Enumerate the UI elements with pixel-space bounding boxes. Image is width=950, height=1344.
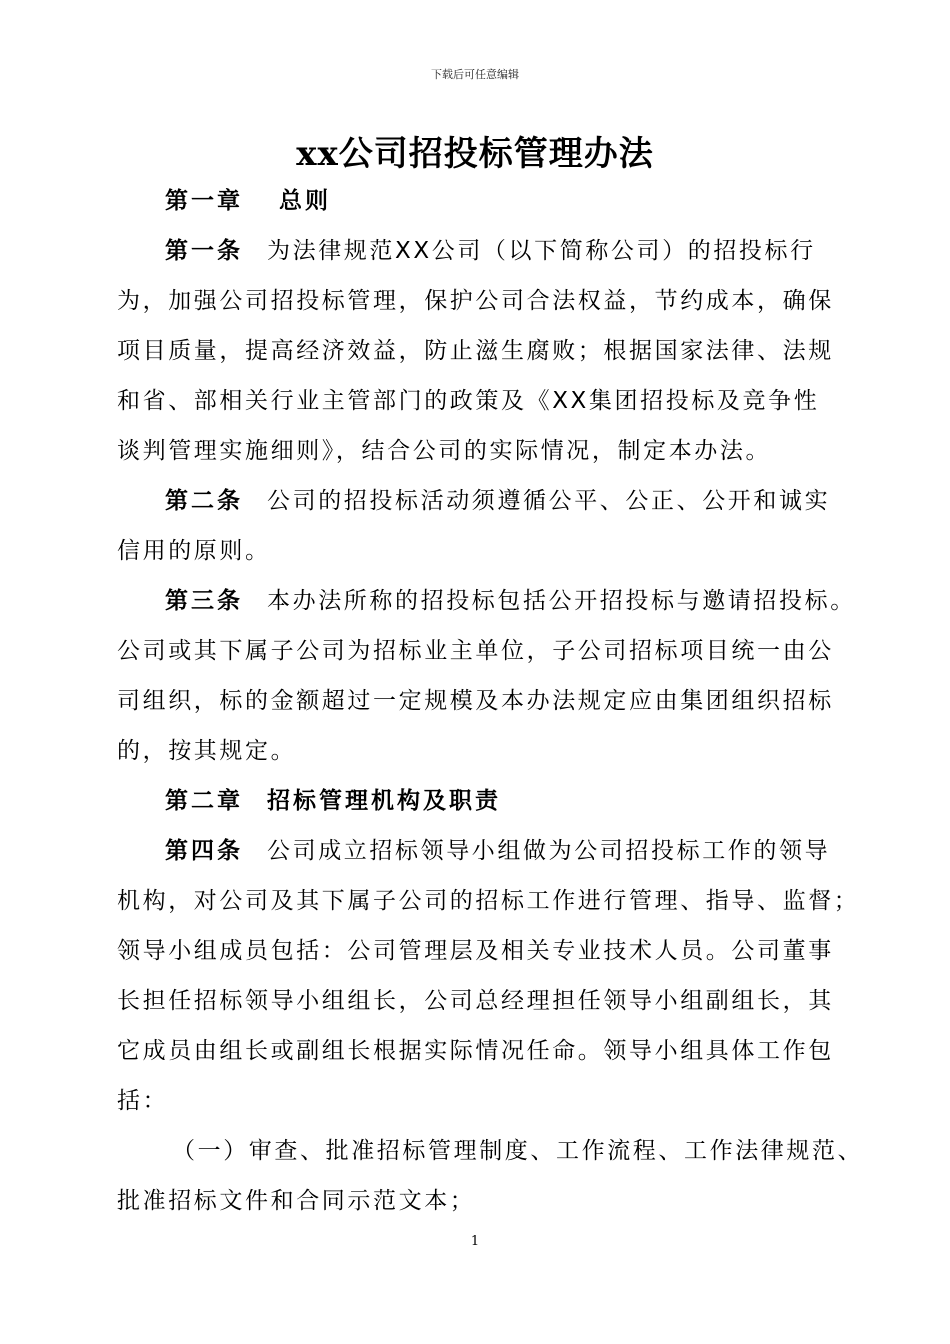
- article-label: 第二条: [165, 488, 243, 514]
- header-note: 下载后可任意编辑: [431, 68, 519, 81]
- article-text: 本办法所称的招投标包括公开招投标与邀请招投标。: [267, 588, 856, 614]
- article-label: 第四条: [165, 838, 243, 864]
- article-line: 和省、部相关行业主管部门的政策及《XX集团招投标及竞争性: [117, 388, 820, 414]
- article-text: 为法律规范XX公司（以下简称公司）的招投标行: [267, 238, 816, 264]
- article-line: [165, 236, 847, 266]
- chapter-label: 第二章: [165, 788, 243, 814]
- article-label: 第三条: [165, 588, 243, 614]
- article-line: 领导小组成员包括：公司管理层及相关专业技术人员。公司董事: [117, 938, 834, 964]
- chapter-heading: [165, 186, 847, 216]
- article-line: 信用的原则。: [117, 538, 271, 564]
- article-text: 公司的招投标活动须遵循公平、公正、公开和诚实: [267, 488, 831, 514]
- article-line: 公司或其下属子公司为招标业主单位，子公司招标项目统一由公: [117, 638, 834, 664]
- chapter-name: 招标管理机构及职责: [267, 788, 501, 814]
- article-text: 公司成立招标领导小组做为公司招投标工作的领导: [267, 838, 831, 864]
- article-line: 为，加强公司招投标管理，保护公司合法权益，节约成本，确保: [117, 288, 834, 314]
- article-line: 司组织，标的金额超过一定规模及本办法规定应由集团组织招标: [117, 688, 834, 714]
- article-line: 谈判管理实施细则》，结合公司的实际情况，制定本办法。: [117, 438, 772, 464]
- article-line: 的，按其规定。: [117, 738, 297, 764]
- list-item-line: （一）审查、批准招标管理制度、工作流程、工作法律规范、: [172, 1138, 864, 1164]
- chapter-name: 总则: [279, 188, 331, 214]
- chapter-heading: [165, 786, 847, 816]
- article-line: 它成员由组长或副组长根据实际情况任命。领导小组具体工作包: [117, 1038, 834, 1064]
- article-line: 机构，对公司及其下属子公司的招标工作进行管理、指导、监督；: [117, 888, 860, 914]
- article-line: 括：: [117, 1088, 169, 1114]
- article-line: [165, 486, 847, 516]
- article-label: 第一条: [165, 238, 243, 264]
- article-line: 长担任招标领导小组组长，公司总经理担任领导小组副组长，其: [117, 988, 834, 1014]
- page-number: 1: [470, 1234, 480, 1249]
- document-title: xx公司招投标管理办法: [296, 134, 654, 174]
- list-item-line: 批准招标文件和合同示范文本；: [117, 1188, 476, 1214]
- article-line: 项目质量，提高经济效益，防止滋生腐败；根据国家法律、法规: [117, 338, 834, 364]
- article-line: [165, 586, 856, 616]
- article-line: [165, 836, 847, 866]
- chapter-label: 第一章: [165, 188, 243, 214]
